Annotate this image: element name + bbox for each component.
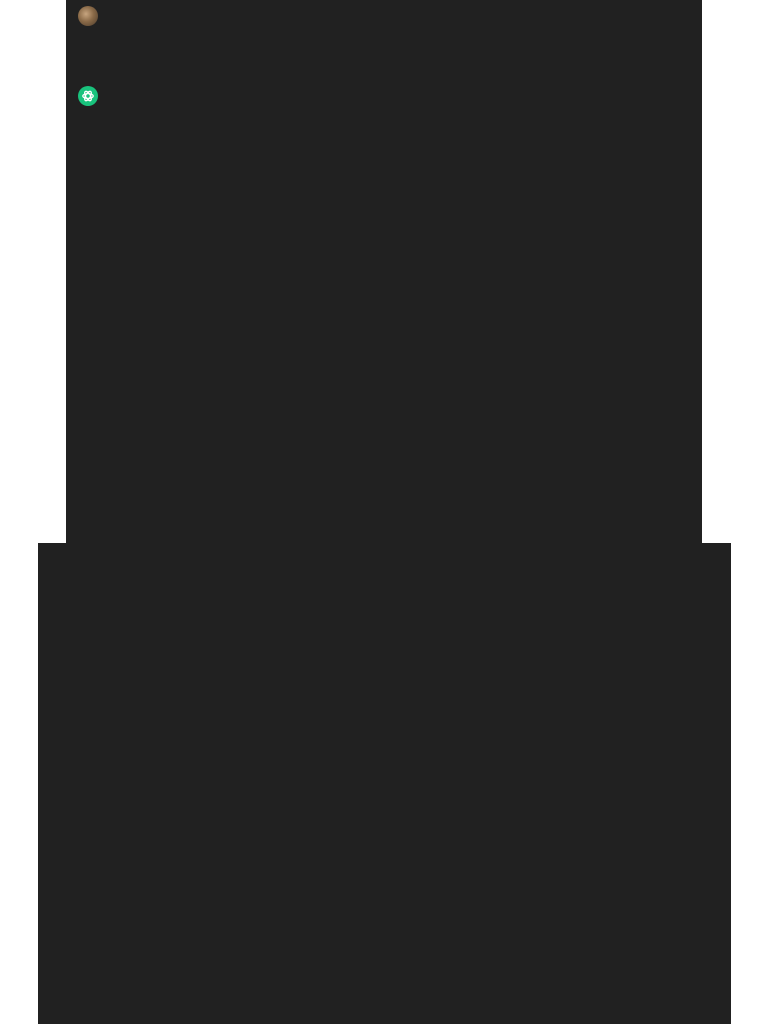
user-avatar xyxy=(78,6,98,26)
assistant-message xyxy=(78,86,678,106)
user-message xyxy=(78,6,106,26)
chat-screenshot-bottom xyxy=(38,543,731,1024)
chat-screenshot-top xyxy=(66,0,702,543)
chatgpt-logo-icon xyxy=(78,86,98,106)
